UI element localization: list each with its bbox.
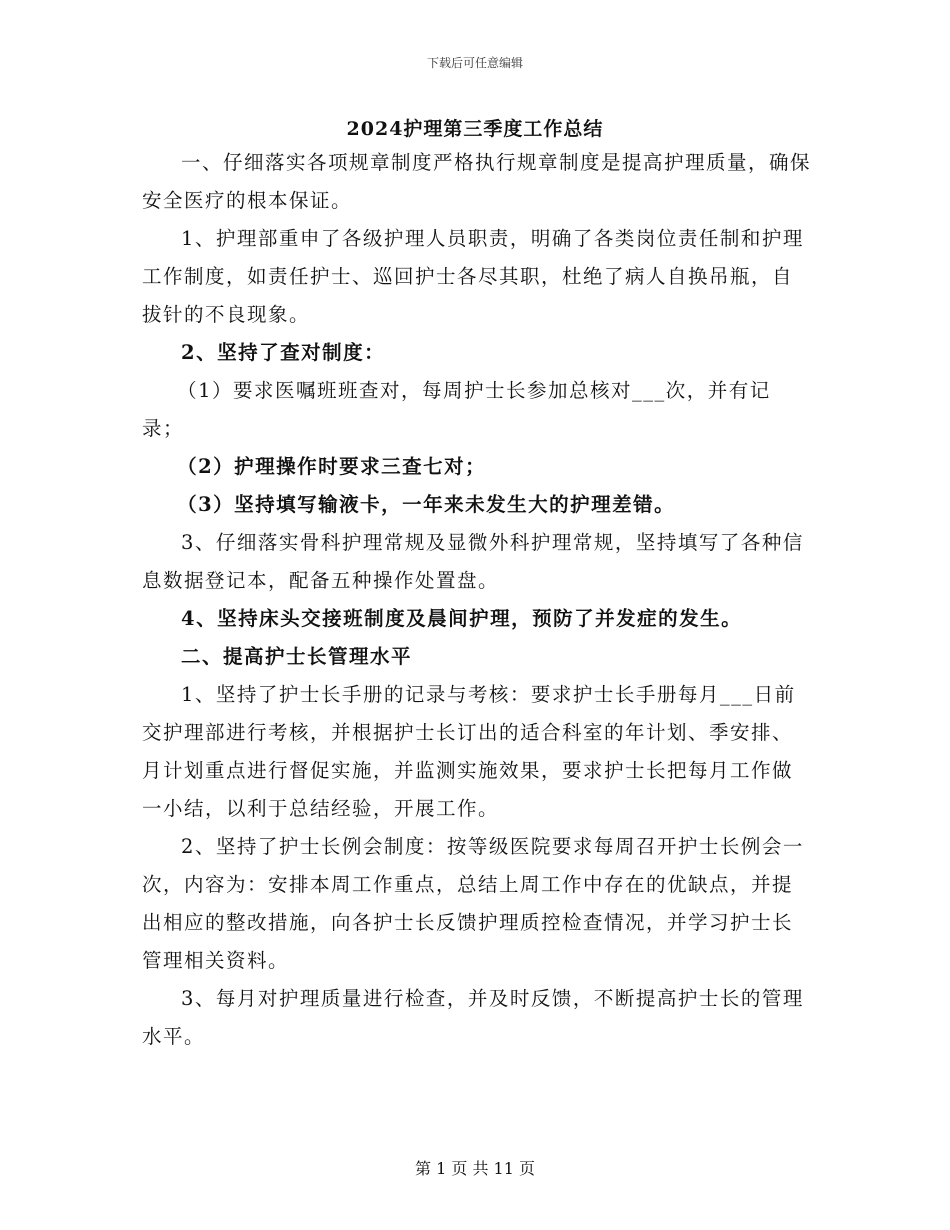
page-footer: 第 1 页 共 11 页 [415,1159,535,1178]
paragraph: 1、坚持了护士长手册的记录与考核：要求护士长手册每月___日前交护理部进行考核，并根据护士长订出的适合科室的年计划、季安排、月计划重点进行督促实施，并监测实施效果，要求护士长把每月工作做一小结，以利于总结经验，开展工作。 [142,683,796,820]
paragraph: （1）要求医嘱班班查对，每周护士长参加总核对___次，并有记录； [142,379,771,440]
paragraph: （2）护理操作时要求三查七对； [177,455,487,478]
paragraph: 3、仔细落实骨科护理常规及显微外科护理常规，坚持填写了各种信息数据登记本，配备五种操作处置盘。 [142,531,804,592]
paragraph: 一、仔细落实各项规章制度严格执行规章制度是提高护理质量，确保安全医疗的根本保证。 [142,151,812,212]
paragraph: 1、护理部重申了各级护理人员职责，明确了各类岗位责任制和护理工作制度，如责任护士、巡回护士各尽其职，杜绝了病人自换吊瓶，自拔针的不良现象。 [142,227,804,326]
section-heading: 二、提高护士长管理水平 [181,645,413,668]
document-title: 2024护理第三季度工作总结 [346,118,604,140]
paragraph: 2、坚持了查对制度： [181,341,386,364]
paragraph: 3、每月对护理质量进行检查，并及时反馈，不断提高护士长的管理水平。 [142,987,804,1048]
paragraph: 4、坚持床头交接班制度及晨间护理，预防了并发症的发生。 [181,607,743,630]
paragraph: 2、坚持了护士长例会制度：按等级医院要求每周召开护士长例会一次，内容为：安排本周工作重点，总结上周工作中存在的优缺点，并提出相应的整改措施，向各护士长反馈护理质控检查情况，并学习护士长管理相关资料。 [142,835,804,972]
header-note: 下载后可任意编辑 [426,56,523,70]
paragraph: （3）坚持填写输液卡，一年来未发生大的护理差错。 [177,493,676,516]
document-body [142,144,812,1056]
